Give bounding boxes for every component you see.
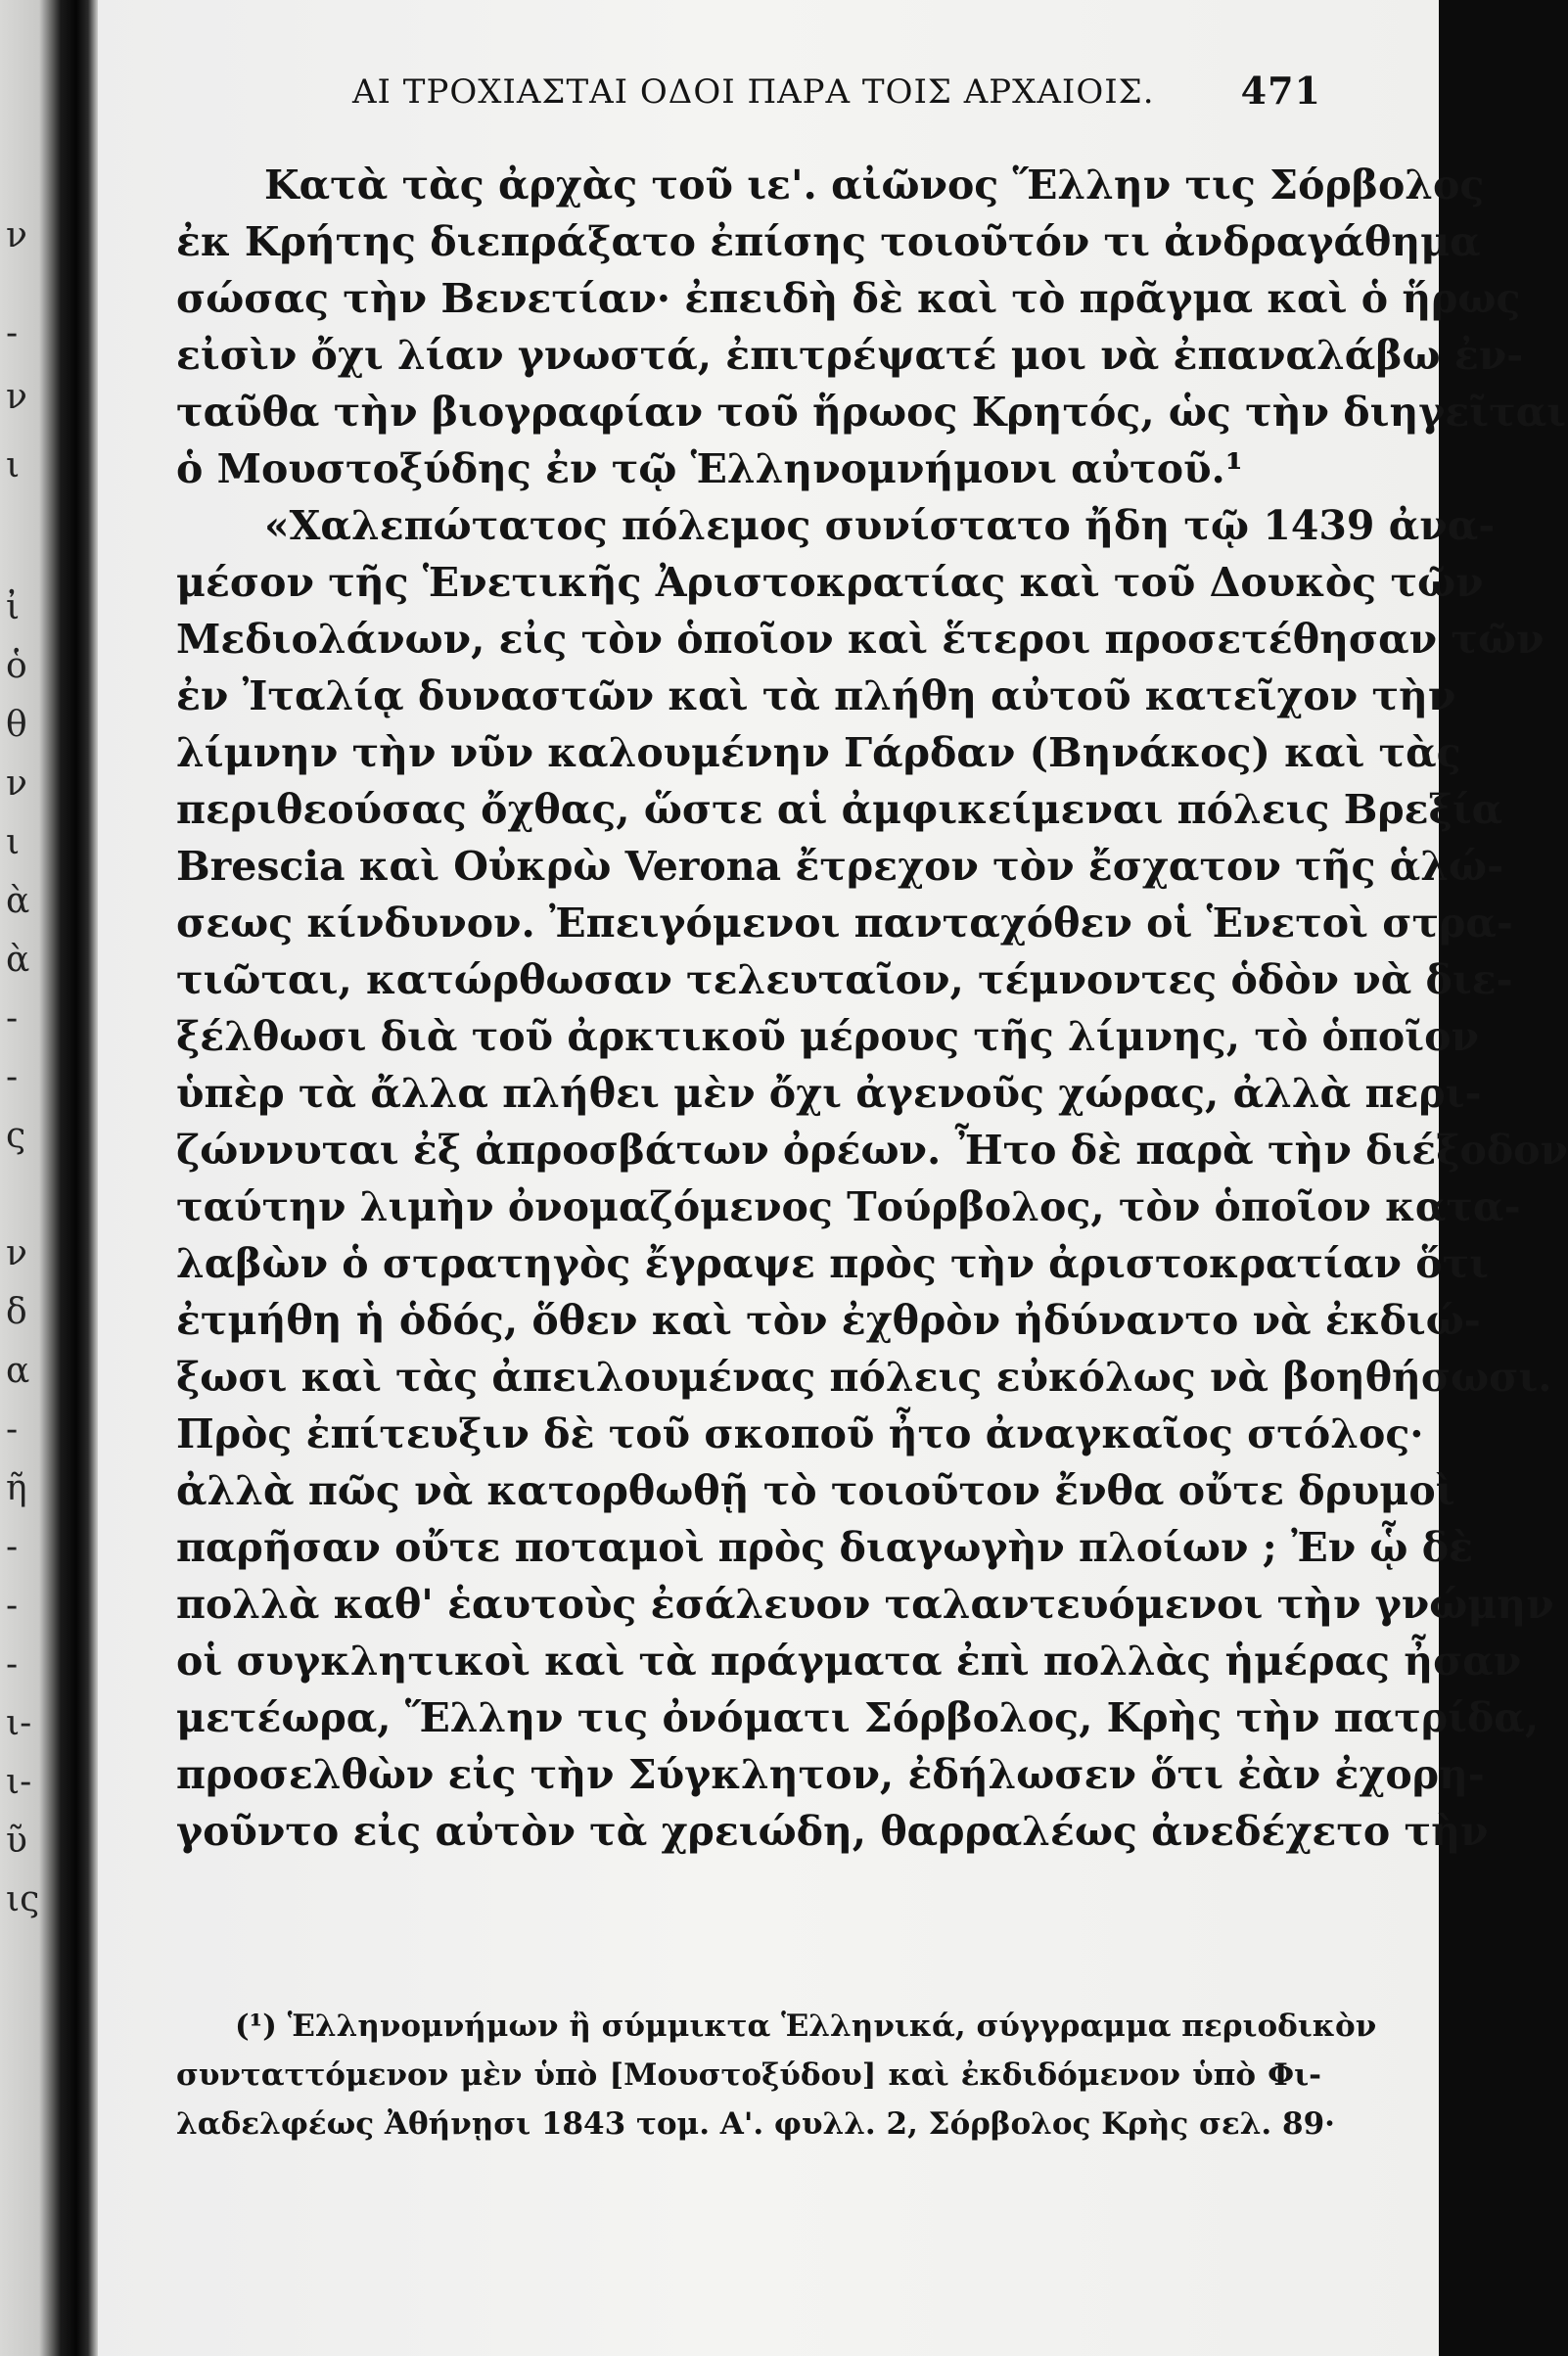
- text-line: Κατὰ τὰς ἀρχὰς τοῦ ιε'. αἰῶνος Ἕλλην τις Σόρβολος: [264, 162, 1485, 208]
- margin-fragment: ῆ: [6, 1468, 27, 1508]
- text-line: μέσον τῆς Ἑνετικῆς Ἀριστοκρατίας καὶ τοῦ Δουκὸς τῶν: [176, 559, 1484, 606]
- margin-fragment: -: [6, 1527, 19, 1567]
- margin-fragment: -: [6, 1644, 19, 1685]
- text-line: ἐκ Κρήτης διεπράξατο ἐπίσης τοιοῦτόν τι ἀνδραγάθημα: [176, 218, 1481, 265]
- text-line: τιῶται, κατώρθωσαν τελευταῖον, τέμνοντες ὁδὸν νὰ διε-: [176, 956, 1513, 1003]
- text-line: Brescia καὶ Οὐκρὼ Verona ἔτρεχον τὸν ἔσχατον τῆς ἁλώ-: [176, 843, 1504, 890]
- margin-fragment: ν: [6, 1233, 27, 1273]
- footnote-line: λαδελφέως Ἀθήνῃσι 1843 τομ. Α'. φυλλ. 2, Σόρβολος Κρὴς σελ. 89·: [176, 2106, 1335, 2142]
- page-number: 471: [1240, 69, 1321, 113]
- footnotes: [176, 2002, 1377, 2148]
- text-line: γοῦντο εἰς αὐτὸν τὰ χρειώδη, θαρραλέως ἀνεδέχετο τὴν: [176, 1808, 1489, 1855]
- text-line: προσελθὼν εἰς τὴν Σύγκλητον, ἐδήλωσεν ὅτι ἐὰν ἐχορη-: [176, 1751, 1485, 1798]
- text-line: Πρὸς ἐπίτευξιν δὲ τοῦ σκοποῦ ἦτο ἀναγκαῖος στόλος·: [176, 1410, 1424, 1457]
- text-line: μετέωρα, Ἕλλην τις ὀνόματι Σόρβολος, Κρὴς τὴν πατρίδα,: [176, 1694, 1540, 1741]
- text-line: ὁ Μουστοξύδης ἐν τῷ Ἑλληνομνήμονι αὐτοῦ.¹: [176, 445, 1243, 492]
- margin-fragment: ν: [6, 763, 27, 804]
- book-page: [176, 59, 1568, 2142]
- margin-fragment: ι-: [6, 1703, 32, 1743]
- text-line: ζώννυται ἐξ ἀπροσβάτων ὀρέων. Ἦτο δὲ παρὰ τὴν διέξοδον: [176, 1127, 1568, 1174]
- margin-fragment: -: [6, 998, 19, 1039]
- footnote-line: (¹) Ἑλληνομνήμων ἢ σύμμικτα Ἑλληνικά, σύγγραμμα περιοδικὸν: [235, 2009, 1377, 2044]
- margin-fragment: ὰ: [6, 940, 30, 980]
- text-line: ξωσι καὶ τὰς ἀπειλουμένας πόλεις εὐκόλως νὰ βοηθήσωσι.: [176, 1354, 1552, 1401]
- margin-fragment: θ: [6, 705, 27, 745]
- margin-fragment: ν: [6, 377, 27, 417]
- margin-fragment: ς: [6, 1116, 26, 1156]
- text-line: «Χαλεπώτατος πόλεμος συνίστατο ἤδη τῷ 1439 ἀνα-: [264, 502, 1496, 549]
- margin-fragment: ὰ: [6, 881, 30, 921]
- text-line: σεως κίνδυνον. Ἐπειγόμενοι πανταχόθεν οἱ Ἑνετοὶ στρα-: [176, 900, 1513, 947]
- text-line: ταύτην λιμὴν ὀνομαζόμενος Τούρβολος, τὸν ὁποῖον κατα-: [176, 1183, 1521, 1230]
- margin-fragment: ι: [6, 445, 21, 485]
- margin-fragment: ι-: [6, 1762, 32, 1802]
- running-title: ΑΙ ΤΡΟΧΙΑΣΤΑΙ ΟΔΟΙ ΠΑΡΑ ΤΟΙΣ ΑΡΧΑΙΟΙΣ.: [352, 72, 1155, 112]
- margin-fragment: ις: [6, 1879, 40, 1919]
- text-line: σώσας τὴν Βενετίαν· ἐπειδὴ δὲ καὶ τὸ πρᾶγμα καὶ ὁ ἥρως: [176, 275, 1521, 322]
- text-line: πολλὰ καθ' ἑαυτοὺς ἐσάλευον ταλαντευόμενοι τὴν γνώμην: [176, 1581, 1554, 1628]
- page-header: [176, 59, 1321, 127]
- margin-fragment: -: [6, 313, 19, 353]
- margin-fragment: ι: [6, 822, 21, 862]
- margin-fragment: ῦ: [6, 1821, 27, 1861]
- text-line: οἱ συγκλητικοὶ καὶ τὰ πράγματα ἐπὶ πολλὰς ἡμέρας ἦσαν: [176, 1638, 1522, 1685]
- text-line: ταῦθα τὴν βιογραφίαν τοῦ ἥρωος Κρητός, ὡς τὴν διηγεῖται: [176, 389, 1567, 436]
- text-line: ὑπὲρ τὰ ἄλλα πλήθει μὲν ὄχι ἀγενοῦς χώρας, ἀλλὰ περι-: [176, 1070, 1482, 1117]
- text-line: παρῆσαν οὔτε ποταμοὶ πρὸς διαγωγὴν πλοίων ; Ἐν ᾧ δὲ: [176, 1524, 1474, 1571]
- margin-fragment: -: [6, 1057, 19, 1097]
- text-line: ἀλλὰ πῶς νὰ κατορθωθῇ τὸ τοιοῦτον ἔνθα οὔτε δρυμοὶ: [176, 1467, 1455, 1514]
- text-line: ἐν Ἰταλίᾳ δυναστῶν καὶ τὰ πλήθη αὐτοῦ κατεῖχον τὴν: [176, 672, 1456, 719]
- margin-fragment: δ: [6, 1292, 27, 1332]
- margin-fragment: α: [6, 1351, 30, 1391]
- body-text: [176, 157, 1568, 1860]
- margin-fragment: ὁ: [6, 646, 27, 686]
- margin-fragment: -: [6, 1409, 19, 1450]
- margin-fragment: ἰ: [6, 587, 21, 627]
- text-line: λίμνην τὴν νῦν καλουμένην Γάρδαν (Βηνάκος) καὶ τὰς: [176, 729, 1461, 776]
- footnote-line: συνταττόμενον μὲν ὑπὸ [Μουστοξύδου] καὶ ἐκδιδόμενον ὑπὸ Φι-: [176, 2057, 1321, 2093]
- previous-page-margin: [6, 196, 45, 2056]
- text-line: ξέλθωσι διὰ τοῦ ἀρκτικοῦ μέρους τῆς λίμνης, τὸ ὁποῖον: [176, 1013, 1479, 1060]
- text-line: λαβὼν ὁ στρατηγὸς ἔγραψε πρὸς τὴν ἀριστοκρατίαν ὅτι: [176, 1240, 1490, 1287]
- text-line: εἰσὶν ὄχι λίαν γνωστά, ἐπιτρέψατέ μοι νὰ ἐπαναλάβω ἐν-: [176, 332, 1524, 379]
- text-line: Μεδιολάνων, εἰς τὸν ὁποῖον καὶ ἕτεροι προσετέθησαν τῶν: [176, 616, 1545, 663]
- margin-fragment: -: [6, 1586, 19, 1626]
- text-line: περιθεούσας ὄχθας, ὥστε αἱ ἀμφικείμεναι πόλεις Βρεξία: [176, 786, 1503, 833]
- margin-fragment: ν: [6, 215, 27, 255]
- text-line: ἐτμήθη ἡ ὁδός, ὅθεν καὶ τὸν ἐχθρὸν ἠδύναντο νὰ ἐκδιώ-: [176, 1297, 1481, 1344]
